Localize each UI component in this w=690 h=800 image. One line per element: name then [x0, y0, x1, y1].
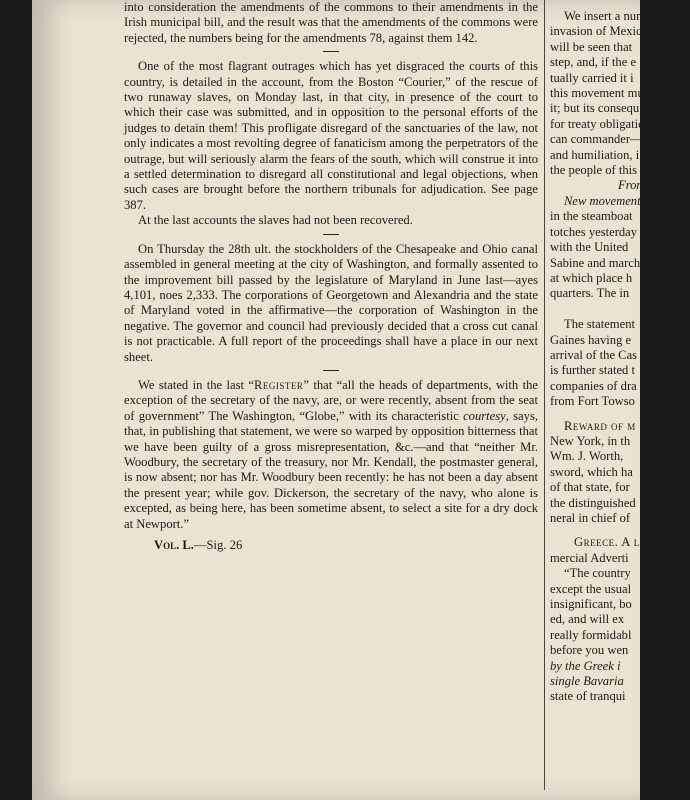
right-column [550, 0, 690, 780]
volume-label: Vol. L. [154, 538, 194, 552]
text-line: at which place h [550, 270, 633, 285]
article-separator [323, 51, 339, 52]
text-line: Wm. J. Worth, [550, 449, 624, 464]
text-line: Sabine and march [550, 255, 641, 270]
text-line: “The country [564, 566, 631, 581]
spacer [550, 410, 690, 419]
text-line: step, and, if the e [550, 55, 637, 70]
source-credit: From th [618, 178, 659, 193]
text-line: ed, and will ex [550, 612, 625, 627]
article-separator [323, 370, 339, 371]
section-heading-reward: Reward of m [564, 418, 636, 433]
text-line: and humiliation, i [550, 147, 640, 162]
text-line: for treaty obligatic [550, 116, 644, 131]
text-line: neral in chief of [550, 511, 631, 525]
text-line: this movement mu [550, 86, 644, 101]
source-credit: F [655, 301, 663, 316]
signature-line [154, 538, 538, 553]
text-line: is further stated t [550, 363, 635, 378]
text-line: mercial Adverti [550, 550, 629, 565]
text-line: with the United [550, 240, 629, 255]
text-line: invasion of Mexic [550, 24, 642, 39]
text-run: , says, that, in publishing that statement, we were so warped by opposition bitterness that we have been guilty of a gross misrepresentation, &c.—and that “neither Mr. Woodbury, the secretary of the treasury, nor Mr. Kendall, the postmaster general, is now absent; nor has Mr. Woodbury been recently: he has not been a day absent the present year; while gov. Dickerson, the secretary of the navy, who alone is excepted, as being here, has been sometime absent, to select a site for a dry dock at Newport.” [124, 408, 538, 531]
text-line: arrival of the Cas [550, 347, 638, 362]
text-line: it; but its consequ [550, 101, 640, 116]
text-line: will be seen that [550, 39, 633, 54]
spacer [550, 526, 690, 535]
text-line: in the steamboat [550, 209, 633, 224]
text-line: New York, in th [550, 433, 631, 448]
text-line: We insert a num [564, 9, 646, 23]
section-heading-new-movement: New movement. [564, 193, 644, 208]
text-line: single Bavaria [550, 674, 624, 689]
article-irish-bill: into consideration the amendments of the commons to their amendments in the Irish municipal bill, and the result was that the amendments of the commons were rejected, the numbers being for the amendments 78, against them 142. [124, 0, 538, 45]
main-column [124, 0, 538, 780]
text-line: by the Greek i [550, 658, 621, 673]
text-line: state of tranqui [550, 689, 626, 704]
text-line: totches yesterday [550, 224, 638, 239]
signature-mark: —Sig. 26 [193, 538, 243, 552]
text-line: The statement [564, 317, 635, 332]
text-line: the people of this [550, 163, 638, 178]
article-canal-meeting: On Thursday the 28th ult. the stockholders of the Chesapeake and Ohio canal assembled in general meeting at the city of Washington, and formally assented to the improvement bill passed by the legislature of Maryland in June last—ayes 4,101, noes 2,333. The corporations of Georgetown and Alexandria and the state of Maryland voted in the affirmative—the corporation of Washington in the negative. The governor and council had previously decided that a cross cut canal is not practicable. A full report of the proceedings shall have a place in our next sheet. [124, 241, 538, 364]
courtesy-emphasis: courtesy [463, 408, 506, 423]
text-line: tually carried it i [550, 70, 634, 85]
text-line: of that state, for [550, 480, 630, 495]
register-name: Register [253, 377, 304, 392]
spacer [550, 0, 690, 9]
article-separator [323, 234, 339, 235]
text-line: really formidabl [550, 627, 632, 642]
text-line: except the usual [550, 581, 632, 596]
text-line: quarters. The in [550, 286, 630, 301]
text-line: from Fort Towso [550, 394, 635, 409]
text-line: companies of dra [550, 378, 637, 393]
text-line: can commander— [550, 132, 643, 147]
text-line: insignificant, bo [550, 597, 632, 612]
newspaper-page [32, 0, 663, 800]
article-slaves-followup: At the last accounts the slaves had not been recovered. [138, 213, 413, 228]
text-line: Gaines having e [550, 332, 632, 347]
article-heads-of-departments [124, 378, 538, 532]
article-runaway-slaves: One of the most flagrant outrages which has yet disgraced the courts of this country, is detailed in the account, from the Boston “Courier,” of the rescue of two runaway slaves, on Monday last, in that city, in presence of the court to which their case was submitted, and in opposition to the personal efforts of the judges to detain them! This profligate disregard of the sanctuaries of the law, not only indicates a most revolting degree of fanaticism among the perpetrators of the outrage, but will seriously alarm the fears of the south, which will construe it into a settled determination to disregard all constitutional and legal objections, when such cases are brought before the northern tribunals for adjudication. See page 387. [124, 59, 538, 212]
text-line: sword, which ha [550, 464, 633, 479]
text-run: We stated in the last “ [138, 377, 254, 392]
text-line: the distinguished [550, 495, 636, 510]
section-heading-greece: Greece. A l [574, 535, 640, 550]
column-rule [544, 0, 545, 790]
text-line: before you wen [550, 643, 629, 658]
text-run: ” that “all the heads of departments, with the exception of the secretary of the navy, are, or were recently, absent from the seat of government” The Washington, “Globe,” with its characteristic [124, 377, 538, 423]
